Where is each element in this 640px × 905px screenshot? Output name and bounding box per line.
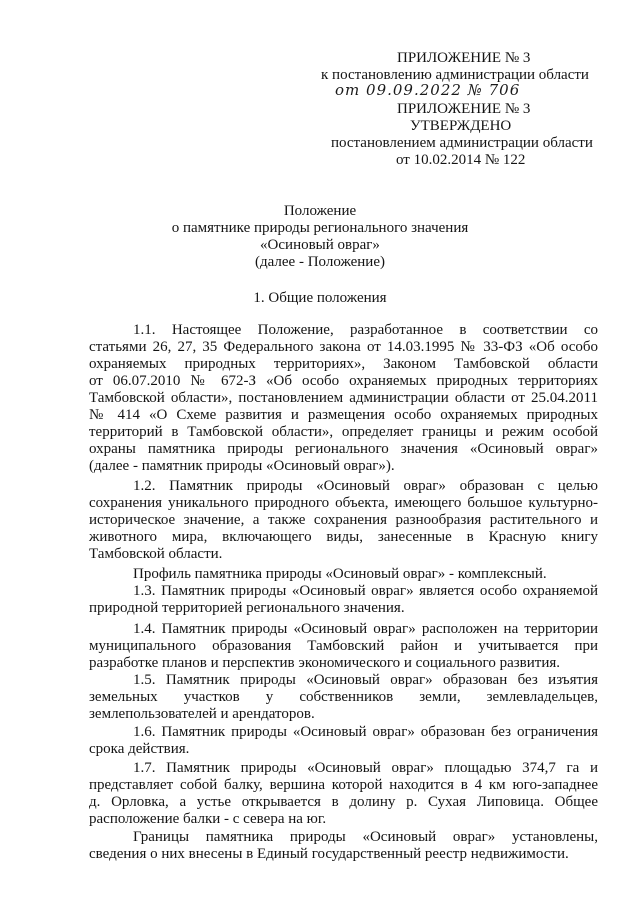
paragraph-1-6-line: 1.6. Памятник природы «Осиновый овраг» образован без ограничения	[133, 724, 598, 740]
doc-title: Положение	[283, 203, 357, 219]
paragraph-1-3-line: природной территорией регионального значения.	[89, 600, 405, 616]
boundaries-paragraph-line: Границы памятника природы «Осиновый овраг» установлены,	[133, 829, 598, 845]
paragraph-1-1-line: охраны памятника природы регионального значения «Осиновый овраг»	[89, 441, 598, 457]
paragraph-1-1-line: территорий в Тамбовской области», определяет границы и режим особой	[89, 424, 598, 440]
paragraph-1-1-line: статьями 26, 27, 35 Федерального закона от 14.03.1995 № 33-ФЗ «Об особо	[89, 339, 598, 355]
paragraph-1-7-line: представляет собой балку, вершина которой находится в 4 км юго-западнее	[89, 777, 598, 793]
paragraph-1-1-line: от 06.07.2010 № 672-З «Об особо охраняемых природных территориях	[89, 373, 598, 389]
paragraph-1-7-line: д. Орловка, а устье открывается в долину р. Сухая Липовица. Общее	[89, 794, 598, 810]
paragraph-1-6-line: срока действия.	[89, 741, 190, 757]
paragraph-1-1-line: охраняемых природных территориях», Законом Тамбовской области	[89, 356, 598, 372]
approved-by: постановлением администрации области	[331, 135, 593, 151]
paragraph-1-4-line: разработке планов и перспектив экономического и социального развития.	[89, 655, 560, 671]
doc-short-name: (далее - Положение)	[255, 254, 385, 270]
paragraph-1-7-line: расположение балки - с севера на юг.	[89, 811, 327, 827]
approved-date: от 10.02.2014 № 122	[396, 152, 526, 168]
section-heading: 1. Общие положения	[253, 290, 387, 306]
appendix-reference: к постановлению администрации области	[321, 67, 589, 83]
paragraph-1-2-line: сохранения уникального природного объекта, имеющего большое культурно-	[89, 495, 598, 511]
paragraph-1-5-line: 1.5. Памятник природы «Осиновый овраг» образован без изъятия	[133, 672, 598, 688]
paragraph-1-2-line: 1.2. Памятник природы «Осиновый овраг» образован с целью	[133, 478, 598, 494]
paragraph-1-1-line: 1.1. Настоящее Положение, разработанное в соответствии со	[133, 322, 598, 338]
boundaries-paragraph-line: сведения о них внесены в Единый государственный реестр недвижимости.	[89, 846, 569, 862]
paragraph-1-7-line: 1.7. Памятник природы «Осиновый овраг» площадью 374,7 га и	[133, 760, 598, 776]
paragraph-1-2-line: животного мира, включающего виды, занесенные в Красную книгу	[89, 529, 598, 545]
paragraph-1-5-line: землепользователей и арендаторов.	[89, 706, 315, 722]
doc-object-name: «Осиновый овраг»	[260, 237, 380, 253]
paragraph-1-1-line: (далее - памятник природы «Осиновый овраг»).	[89, 458, 395, 474]
paragraph-1-2-line: историческое значение, а также сохранения разнообразия растительного и	[89, 512, 598, 528]
appendix-label: ПРИЛОЖЕНИЕ № 3	[397, 50, 531, 66]
paragraph-1-4-line: муниципального образования Тамбовский район и учитывается при	[89, 638, 598, 654]
paragraph-1-1-line: № 414 «О Схеме развития и размещения особо охраняемых природных	[89, 407, 598, 423]
appendix-label-2: ПРИЛОЖЕНИЕ № 3	[397, 101, 531, 117]
doc-subtitle: о памятнике природы регионального значения	[171, 220, 469, 236]
paragraph-1-3-line: 1.3. Памятник природы «Осиновый овраг» является особо охраняемой	[133, 583, 598, 599]
approved-label: УТВЕРЖДЕНО	[410, 118, 512, 134]
paragraph-1-5-line: земельных участков у собственников земли, землевладельцев,	[89, 689, 598, 705]
paragraph-1-4-line: 1.4. Памятник природы «Осиновый овраг» расположен на территории	[133, 621, 598, 637]
handwritten-date-number: от 09.09.2022 № 706	[335, 81, 521, 99]
paragraph-1-1-line: Тамбовской области», постановлением администрации области от 25.04.2011	[89, 390, 598, 406]
profile-paragraph: Профиль памятника природы «Осиновый овраг» - комплексный.	[133, 566, 547, 582]
paragraph-1-2-line: Тамбовской области.	[89, 546, 223, 562]
